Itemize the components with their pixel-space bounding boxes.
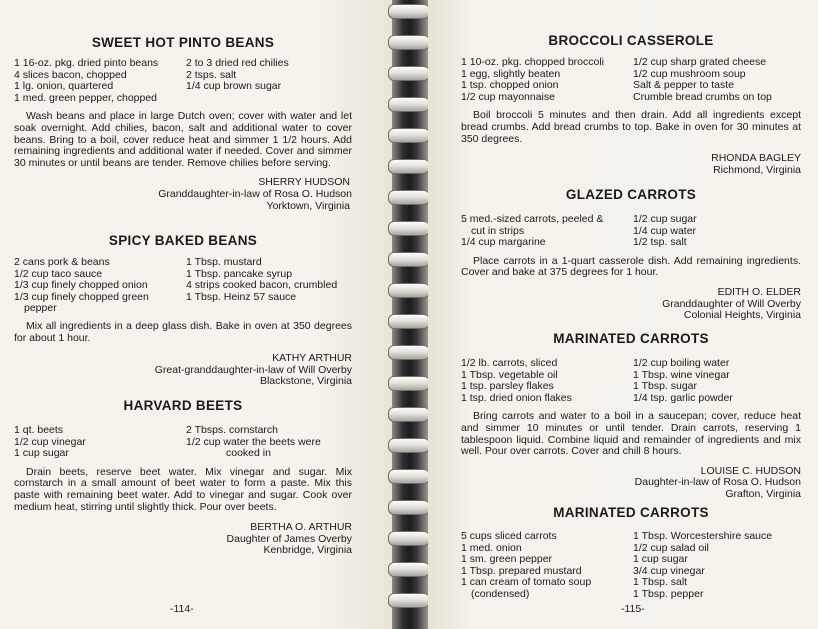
recipe-spicy-baked-beans — [14, 233, 352, 388]
binding-ring — [388, 221, 430, 236]
contributor — [461, 466, 801, 501]
recipe-title: MARINATED CARROTS — [553, 331, 709, 346]
binding-ring — [388, 283, 430, 298]
binding-ring — [388, 314, 430, 329]
recipe-marinated-carrots — [461, 331, 801, 501]
ingredient: 1/2 cup vinegar — [14, 435, 86, 448]
contributor-location: Grafton, Virginia — [725, 487, 801, 500]
recipe-title: GLAZED CARROTS — [565, 187, 697, 202]
ingredient: 1 Tbsp. Worcestershire sauce — [633, 530, 773, 542]
ingredient: 1/2 cup salad oil — [633, 541, 709, 554]
ingredient: 2 tsps. salt — [186, 68, 237, 81]
ingredient: 2 Tbsps. cornstarch — [186, 424, 279, 436]
ingredient: Crumble bread crumbs on top — [633, 90, 772, 103]
binding-ring — [388, 376, 430, 391]
ingredient: 1 Tbsp. sugar — [633, 380, 698, 393]
recipe-title: HARVARD BEETS — [123, 398, 243, 413]
contributor-relation: Granddaughter of Will Overby — [662, 297, 801, 310]
binding-ring — [388, 190, 430, 205]
recipe-marinated-carrots-2 — [461, 505, 801, 601]
binding-ring — [388, 469, 430, 484]
contributor — [14, 353, 352, 388]
binding-ring — [388, 97, 430, 112]
binding-ring — [388, 407, 430, 422]
ingredient-list — [14, 58, 352, 104]
ingredient: 1 cup sugar — [14, 447, 69, 460]
ingredient: 1/2 cup sugar — [633, 213, 697, 225]
ingredient: 4 slices bacon, chopped — [14, 68, 127, 81]
binding-ring — [388, 4, 430, 19]
binding-ring — [388, 159, 430, 174]
contributor-name: RHONDA BAGLEY — [711, 152, 801, 165]
ingredient-list — [461, 358, 801, 404]
ingredient: 1 Tbsp. wine vinegar — [633, 368, 730, 381]
contributor-name: SHERRY HUDSON — [258, 176, 350, 189]
contributor-name: EDITH O. ELDER — [717, 285, 801, 298]
ingredient: 3/4 cup vinegar — [633, 564, 705, 577]
ingredient: 1 sm. green pepper — [461, 553, 553, 566]
recipe-directions: Drain beets, reserve beet water. Mix vinegar and sugar. Mix cornstarch in a small amount of beet water to form a paste. Mix this paste with remaining beet water. Add to vinegar and sugar. Cook over medium heat, stirring until slightly thick. Pour over beets. — [14, 465, 352, 513]
ingredient: 1 tsp. chopped onion — [461, 79, 559, 92]
ingredient: 1 Tbsp. pancake syrup — [186, 267, 293, 280]
contributor-location: Kenbridge, Virginia — [263, 544, 352, 557]
contributor-location: Colonial Heights, Virginia — [683, 309, 801, 322]
recipe-harvard-beets — [14, 398, 352, 557]
ingredient-list — [461, 531, 801, 601]
binding-ring — [388, 531, 430, 546]
ingredient: 1 can cream of tomato soup — [461, 576, 592, 589]
ingredient: 1/2 cup sharp grated cheese — [633, 56, 767, 68]
recipe-title: SWEET HOT PINTO BEANS — [91, 35, 275, 50]
contributor — [461, 153, 801, 176]
binding-ring — [388, 252, 430, 267]
contributor-relation: Great-granddaughter-in-law of Will Overby — [154, 363, 352, 376]
recipe-directions: Bring carrots and water to a boil in a saucepan; cover, reduce heat and simmer 10 minutes or until tender. Drain carrots, reserving 1 tablespoon liquid. Combine liquid and remainder of ingredients and mix well. Pour over carrots. Cover and chill 8 hours. — [461, 410, 801, 458]
binding-ring — [388, 500, 430, 515]
contributor-location: Yorktown, Virginia — [266, 199, 350, 212]
ingredient: cut in strips — [471, 224, 525, 237]
ingredient: 1/3 cup finely chopped green — [14, 290, 149, 303]
contributor — [461, 287, 801, 322]
recipe-directions: Wash beans and place in large Dutch oven; cover with water and let soak overnight. Add chilies, bacon, salt and additional water to cover beans. Bring to a boil, cover reduce heat and simmer 1 1/2 hours. Add remaining ingredients and additional water if needed. Cover and simmer 30 minutes or until beans are tender. Remove chilies before serving. — [14, 110, 352, 169]
contributor-location: Richmond, Virginia — [713, 163, 801, 176]
page-number: -114- — [170, 603, 194, 615]
ingredient-list — [461, 57, 801, 103]
contributor — [14, 177, 352, 212]
ingredient: (condensed) — [471, 587, 530, 600]
recipe-directions: Mix all ingredients in a deep glass dish. Bake in oven at 350 degrees for about 1 hour. — [14, 319, 352, 344]
ingredient: 1/4 cup water — [633, 224, 697, 237]
ingredient: 1/2 cup water the beets were — [186, 435, 321, 448]
ingredient: 1 16-oz. pkg. dried pinto beans — [14, 57, 159, 69]
right-page — [428, 0, 818, 629]
ingredient: 5 med.-sized carrots, peeled & — [461, 213, 604, 225]
left-page — [0, 0, 392, 629]
binding-ring — [388, 35, 430, 50]
recipe-broccoli-casserole — [461, 33, 801, 176]
binding-ring — [388, 66, 430, 81]
ingredient: 1/4 cup margarine — [461, 236, 546, 249]
ingredient: 1/4 tsp. garlic powder — [633, 391, 733, 404]
ingredient-list — [14, 425, 352, 460]
recipe-directions: Place carrots in a 1-quart casserole dish. Add remaining ingredients. Cover and bake at 375 degrees for 1 hour. — [461, 254, 801, 279]
ingredient: 1 Tbsp. pepper — [633, 587, 704, 600]
recipe-directions: Boil broccoli 5 minutes and then drain. Add all ingredients except bread crumbs. Add bread crumbs to top. Bake in oven for 30 minutes at 350 degrees. — [461, 109, 801, 145]
ingredient: 1/2 cup taco sauce — [14, 267, 103, 280]
contributor — [14, 522, 352, 557]
ingredient: 1 med. onion — [461, 541, 522, 554]
ingredient: 1 tsp. parsley flakes — [461, 380, 554, 393]
ingredient: 2 cans pork & beans — [14, 256, 110, 268]
contributor-relation: Daughter-in-law of Rosa O. Hudson — [634, 476, 801, 489]
ingredient: 1 lg. onion, quartered — [14, 80, 114, 93]
binding-ring — [388, 345, 430, 360]
ingredient: 1/2 cup mayonnaise — [461, 90, 555, 103]
recipe-sweet-hot-pinto-beans — [14, 35, 352, 212]
ingredient: 1/2 tsp. salt — [633, 236, 687, 249]
ingredient: Salt & pepper to taste — [633, 79, 734, 92]
ingredient: 1 Tbsp. Heinz 57 sauce — [186, 290, 297, 303]
ingredient: 1 Tbsp. salt — [633, 576, 688, 589]
ingredient: 1/2 cup boiling water — [633, 357, 730, 369]
ingredient: 1/2 cup mushroom soup — [633, 67, 746, 80]
ingredient: 1/3 cup finely chopped onion — [14, 279, 148, 292]
ingredient-list — [461, 214, 801, 249]
ingredient: 1 med. green pepper, chopped — [14, 91, 158, 104]
ingredient: 4 strips cooked bacon, crumbled — [186, 279, 338, 292]
contributor-relation: Daughter of James Overby — [226, 532, 352, 545]
recipe-title: BROCCOLI CASSEROLE — [548, 33, 714, 48]
contributor-location: Blackstone, Virginia — [259, 375, 352, 388]
ingredient: 1 tsp. dried onion flakes — [461, 391, 572, 404]
ingredient: pepper — [24, 302, 57, 315]
contributor-name: BERTHA O. ARTHUR — [250, 521, 352, 534]
ingredient: 1 Tbsp. prepared mustard — [461, 564, 582, 577]
ingredient: 1/2 lb. carrots, sliced — [461, 357, 558, 369]
ingredient: 1 10-oz. pkg. chopped broccoli — [461, 56, 605, 68]
ingredient: 1 Tbsp. mustard — [186, 256, 262, 268]
contributor-name: KATHY ARTHUR — [272, 352, 352, 365]
binding-ring — [388, 128, 430, 143]
binding-ring — [388, 562, 430, 577]
ingredient: 5 cups sliced carrots — [461, 530, 557, 542]
ingredient: 1/4 cup brown sugar — [186, 80, 282, 93]
ingredient-list — [14, 257, 352, 315]
ingredient: 1 egg, slightly beaten — [461, 67, 561, 80]
binding-ring — [388, 438, 430, 453]
recipe-title: MARINATED CARROTS — [553, 505, 709, 520]
ingredient: 2 to 3 dried red chilies — [186, 57, 289, 69]
recipe-title: SPICY BAKED BEANS — [108, 233, 258, 248]
page-number: -115- — [621, 603, 645, 615]
ingredient: 1 Tbsp. vegetable oil — [461, 368, 558, 381]
contributor-relation: Granddaughter-in-law of Rosa O. Hudson — [158, 187, 352, 200]
recipe-glazed-carrots — [461, 187, 801, 322]
ingredient: 1 cup sugar — [633, 553, 688, 566]
ingredient: cooked in — [226, 447, 271, 460]
ingredient: 1 qt. beets — [14, 424, 64, 436]
binding-ring — [388, 593, 430, 608]
contributor-name: LOUISE C. HUDSON — [700, 464, 801, 477]
